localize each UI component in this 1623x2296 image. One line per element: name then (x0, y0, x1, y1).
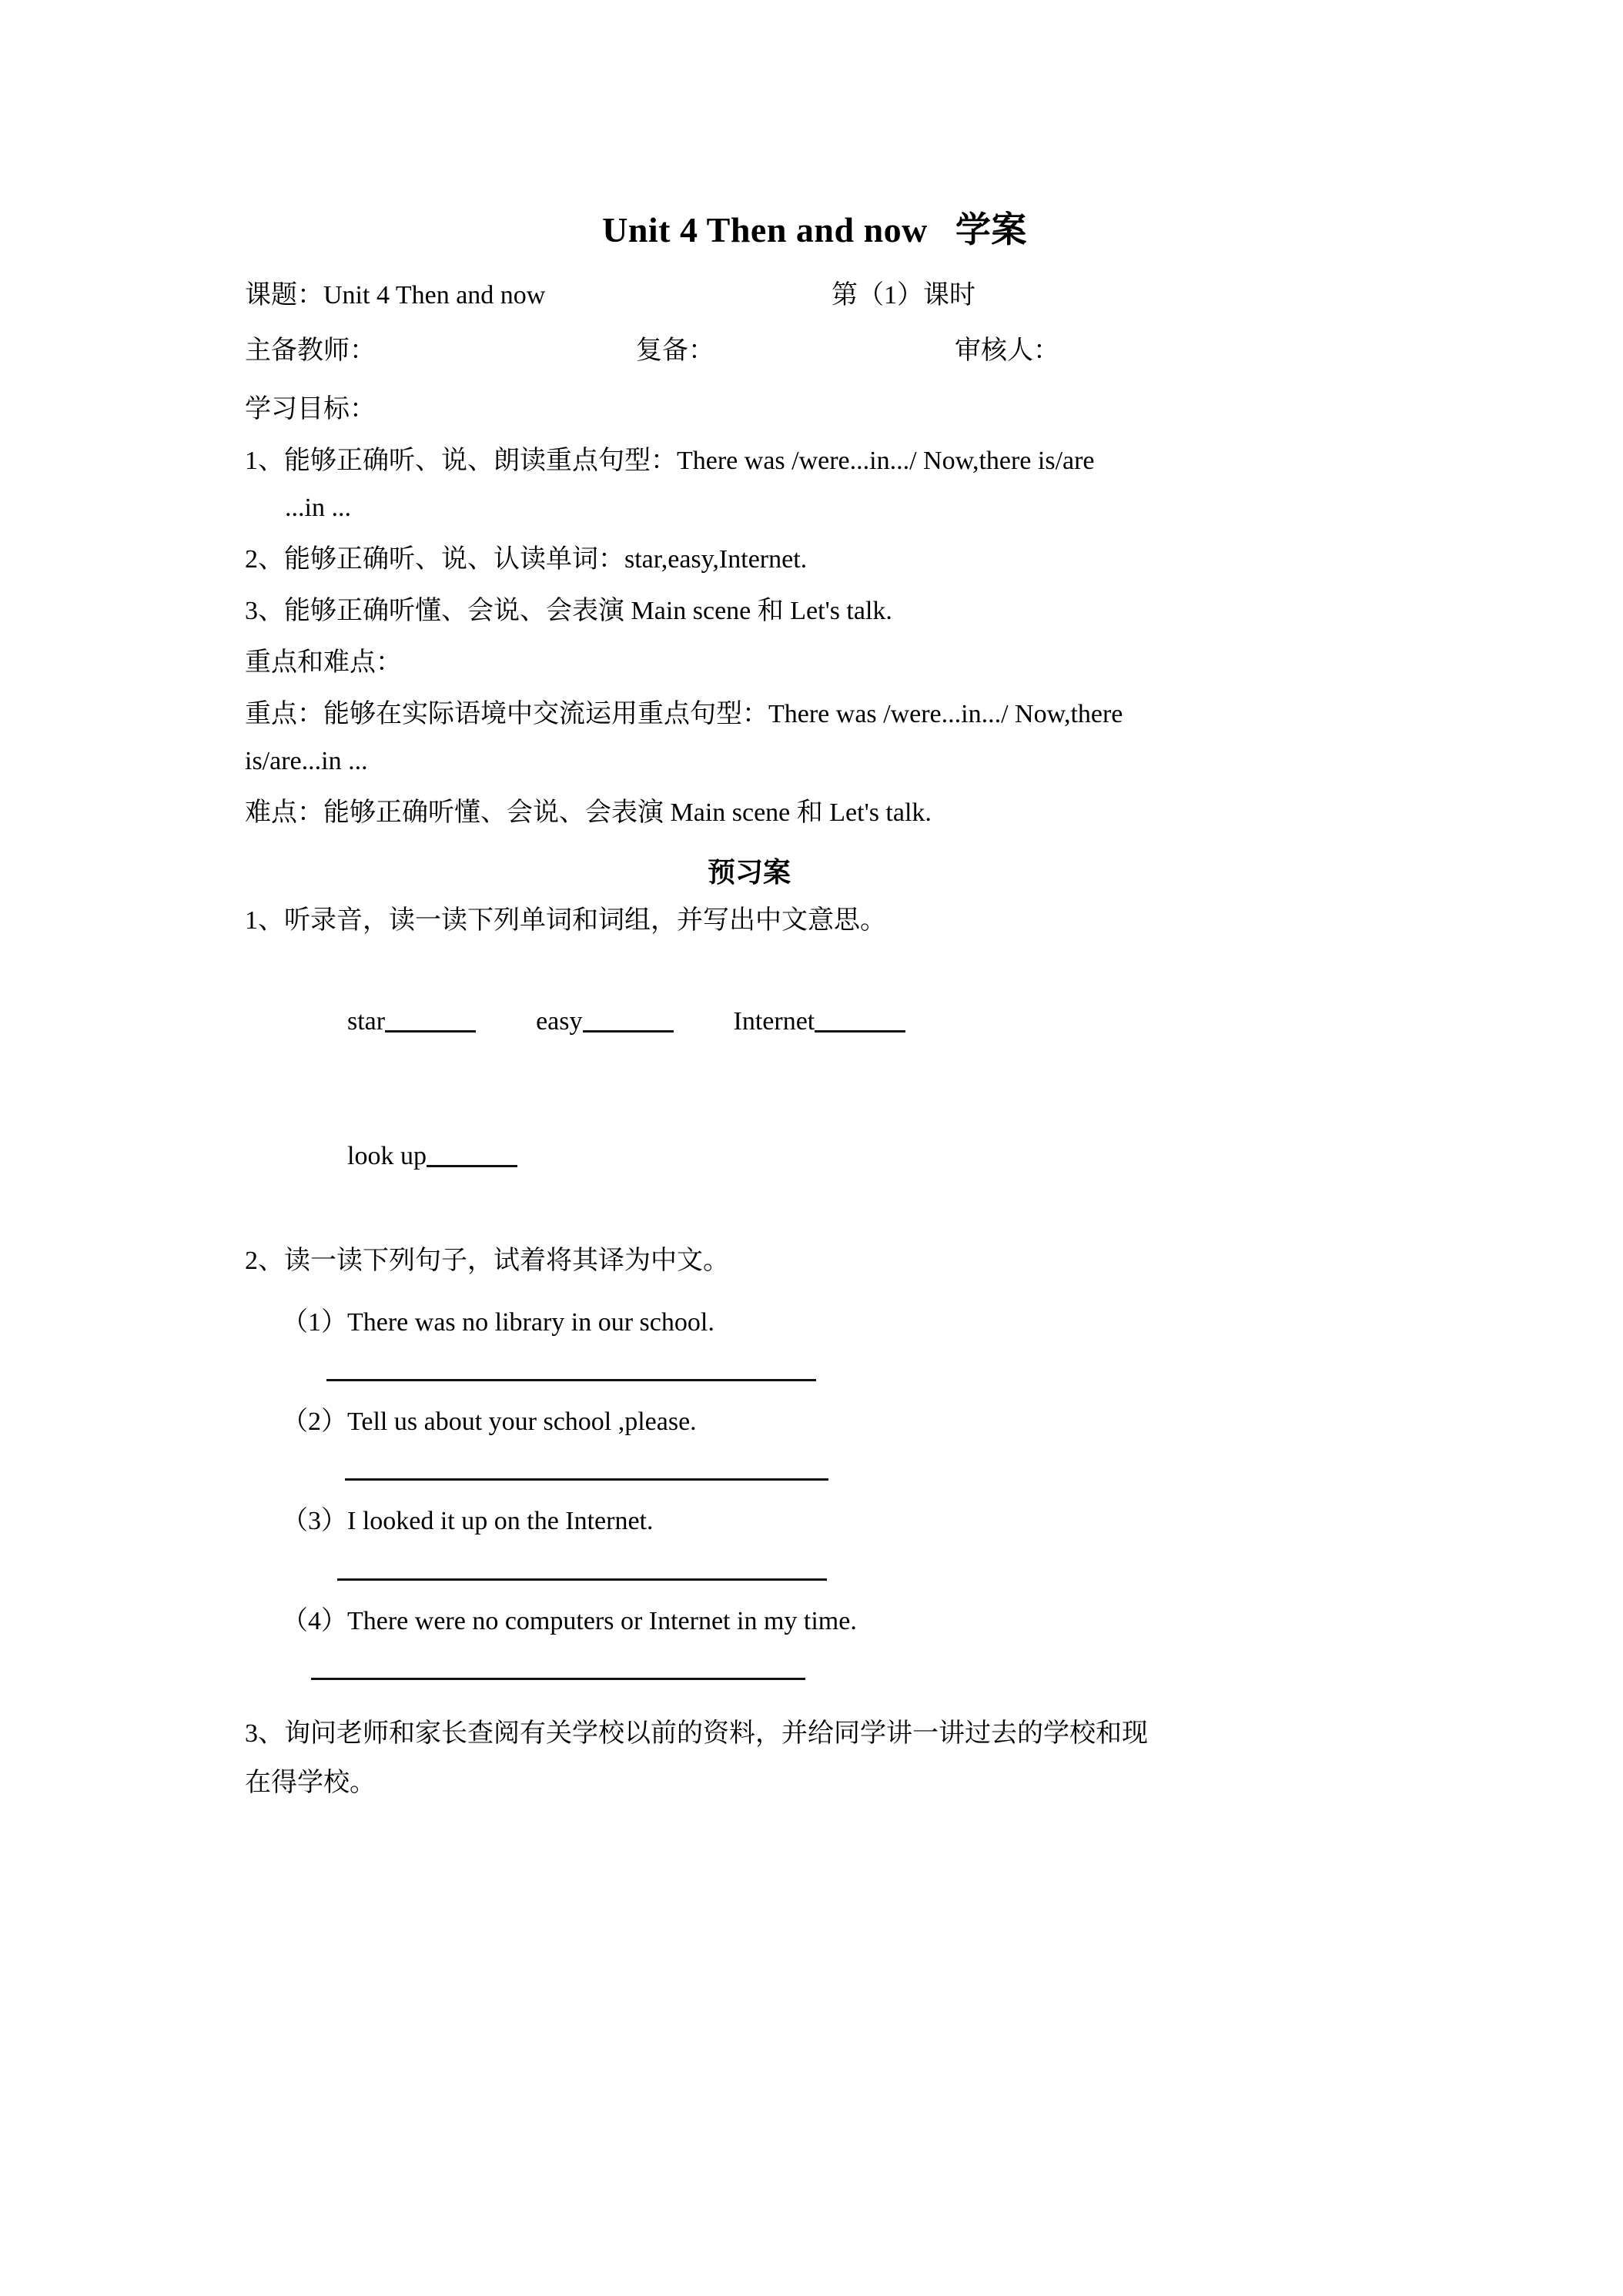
vocab-word-star: star (347, 1006, 386, 1036)
vocab-row-1 (245, 959, 1384, 1084)
objective-item-2: 2、能够正确听、说、认读单词：star,easy,Internet. (245, 544, 808, 574)
subject-label: 课题：Unit 4 Then and now (245, 280, 546, 310)
key-points-heading: 重点和难点： (245, 648, 402, 677)
task2-instruction: 2、读一读下列句子，试着将其译为中文。 (245, 1246, 729, 1275)
task2-answer-line-3[interactable] (337, 1578, 827, 1581)
page-title: Unit 4 Then and now 学案 (602, 210, 1027, 249)
vocab-blank-look-up[interactable] (427, 1165, 517, 1167)
objectives-heading: 学习目标： (245, 394, 376, 423)
task3-line-1: 3、询问老师和家长查阅有关学校以前的资料，并给同学讲一讲过去的学校和现 (245, 1719, 1148, 1749)
key-point-line-2: is/are...in ... (245, 747, 368, 776)
task1-instruction: 1、听录音，读一读下列单词和词组，并写出中文意思。 (245, 906, 886, 935)
vocab-word-easy: easy (536, 1006, 583, 1036)
preview-section-heading: 预习案 (707, 857, 791, 889)
task2-sentence-2: （2）Tell us about your school ,please. (282, 1407, 697, 1437)
auditor-label: 审核人： (955, 336, 1059, 365)
vocab-blank-easy[interactable] (583, 1030, 674, 1033)
main-teacher-label: 主备教师： (245, 336, 376, 365)
reviser-label: 复备： (636, 336, 714, 365)
header-row-teachers (245, 331, 1384, 379)
task2-sentence-4: （4）There were no computers or Internet in my time. (282, 1606, 857, 1635)
difficulty-line: 难点：能够正确听懂、会说、会表演 Main scene 和 Let's talk. (245, 798, 932, 828)
vocab-blank-star[interactable] (385, 1030, 476, 1033)
task2-answer-line-1[interactable] (326, 1379, 816, 1381)
objective-item-1: 1、能够正确听、说、朗读重点句型：There was /were...in.../ Now,there is/are (245, 446, 1095, 475)
objective-item-1-continued: ...in ... (285, 493, 351, 522)
task2-sentence-1: （1）There was no library in our school. (282, 1307, 714, 1337)
task3-line-2: 在得学校。 (245, 1768, 376, 1797)
task2-answer-line-4[interactable] (311, 1678, 805, 1680)
document-body (245, 0, 1384, 1806)
vocab-blank-internet[interactable] (815, 1030, 905, 1033)
vocab-row-2 (245, 1093, 1384, 1219)
period-label: 第（1）课时 (832, 280, 975, 310)
objective-item-3: 3、能够正确听懂、会说、会表演 Main scene 和 Let's talk. (245, 596, 892, 625)
vocab-word-internet: Internet (733, 1006, 815, 1036)
task2-answer-line-2[interactable] (345, 1478, 828, 1481)
key-point-line-1: 重点：能够在实际语境中交流运用重点句型：There was /were...in.../ Now,there (245, 699, 1123, 728)
header-row-subject (245, 276, 1384, 323)
task2-sentence-3: （3）I looked it up on the Internet. (282, 1507, 654, 1536)
vocab-word-look-up: look up (347, 1141, 427, 1170)
